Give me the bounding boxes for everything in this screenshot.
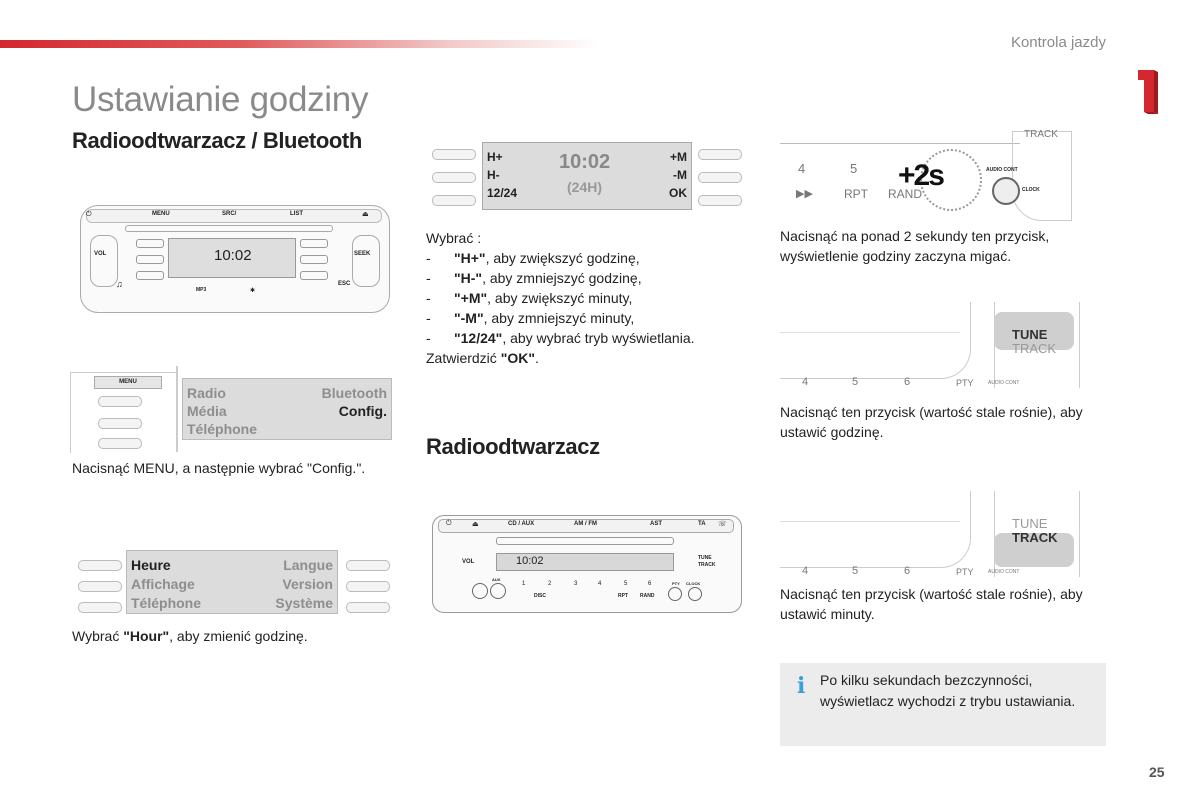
preset-4[interactable]: 4 — [598, 581, 602, 587]
preset-5[interactable]: 5 — [624, 581, 628, 587]
heading-radio: Radioodtwarzacz — [426, 434, 600, 459]
info-text: Po kilku sekundach bezczynności, wyświetlacz wychodzi z trybu ustawiania. — [820, 672, 1076, 709]
preset-button[interactable] — [300, 239, 328, 248]
config-screen — [126, 550, 338, 614]
am-fm-button[interactable]: AM / FM — [574, 521, 597, 527]
pty-button[interactable]: PTY — [956, 378, 974, 388]
track-button[interactable]: TRACK — [1012, 341, 1057, 356]
preset-button[interactable] — [136, 271, 164, 280]
preset-6[interactable]: 6 — [904, 565, 911, 577]
pty-button[interactable]: PTY — [672, 581, 680, 586]
config-item-telephone[interactable]: Téléphone — [131, 595, 202, 611]
tune-track-button[interactable]: TUNE TRACK — [698, 555, 716, 568]
rpt-button[interactable]: RPT — [618, 593, 628, 599]
mp3-label: MP3 — [196, 287, 207, 293]
ast-button[interactable]: AST — [650, 521, 662, 527]
audio-cont-label: AUDIO CONT — [988, 569, 1020, 575]
preset-5[interactable]: 5 — [852, 376, 859, 388]
music-icon: ♫ — [116, 279, 123, 289]
ok-option[interactable]: OK — [669, 186, 687, 200]
tune-button[interactable]: TUNE — [1012, 516, 1048, 531]
page-title: Ustawianie godziny — [72, 80, 369, 119]
aux-jack[interactable] — [490, 583, 506, 599]
preset-4[interactable]: 4 — [802, 376, 809, 388]
radio-bluetooth-illustration — [80, 205, 390, 313]
top-accent-bar — [0, 40, 600, 48]
pty-button[interactable]: PTY — [956, 567, 974, 577]
cd-aux-button[interactable]: CD / AUX — [508, 521, 535, 527]
menu-button[interactable]: MENU — [152, 211, 170, 217]
power-icon[interactable]: ⏻ — [86, 211, 92, 218]
preset-button[interactable] — [300, 271, 328, 280]
menu-item-media[interactable]: Média — [187, 403, 227, 419]
track-label: TRACK — [1024, 129, 1058, 140]
m-minus-option[interactable]: -M — [673, 168, 687, 182]
vol-knob[interactable]: VOL — [94, 251, 107, 257]
preset-button[interactable] — [136, 255, 164, 264]
config-item-display[interactable]: Affichage — [131, 576, 195, 592]
bluetooth-icon: ✱ — [250, 288, 256, 294]
page-number: 25 — [1149, 764, 1165, 780]
tune-button[interactable]: TUNE — [1012, 327, 1048, 342]
power-icon[interactable]: ⏻ — [446, 520, 452, 527]
track-minutes-illustration — [780, 491, 1092, 577]
config-item-version[interactable]: Version — [282, 576, 333, 592]
config-item-system[interactable]: Système — [275, 595, 333, 611]
menu-item-telephone[interactable]: Téléphone — [187, 421, 258, 437]
caption-menu-config: Nacisnąć MENU, a następnie wybrać "Config.". — [72, 460, 366, 476]
menu-item-radio[interactable]: Radio — [187, 385, 226, 401]
vol-knob[interactable]: VOL — [462, 559, 475, 565]
caption-select-hour: Wybrać "Hour", aby zmienić godzinę. — [72, 628, 308, 644]
src-button[interactable]: SRC/ — [222, 211, 237, 217]
config-item-hour[interactable]: Heure — [131, 557, 171, 573]
instructions-block — [426, 228, 746, 368]
disc-button[interactable]: DISC — [534, 593, 546, 599]
confirm-line: Zatwierdzić "OK". — [426, 350, 539, 366]
rand-button[interactable]: RAND — [640, 593, 655, 599]
preset-4[interactable]: 4 — [798, 161, 806, 176]
power-knob[interactable] — [472, 583, 488, 599]
pty-knob[interactable] — [668, 587, 682, 601]
format-option[interactable]: 12/24 — [487, 186, 518, 200]
section-name: Kontrola jazdy — [1010, 34, 1106, 51]
cd-slot — [496, 537, 674, 545]
preset-button[interactable] — [136, 239, 164, 248]
list-button[interactable]: LIST — [290, 211, 303, 217]
radio-time: 10:02 — [516, 555, 544, 567]
eject-icon[interactable]: ⏏ — [472, 521, 479, 528]
caption-press-2s: Nacisnąć na ponad 2 sekundy ten przycisk, wyświetlenie godziny zaczyna migać. — [780, 228, 1050, 264]
preset-6[interactable]: 6 — [904, 376, 911, 388]
audio-cont-label: AUDIO CONT — [986, 167, 1018, 173]
h-minus-option[interactable]: H- — [487, 168, 500, 182]
clock-button[interactable] — [992, 177, 1020, 205]
info-icon: i — [797, 673, 806, 699]
caption-set-minutes: Nacisnąć ten przycisk (wartość stale rośnie), aby ustawić minuty. — [780, 586, 1083, 622]
list-item: - "12/24", aby wybrać tryb wyświetlania. — [426, 330, 695, 346]
radio-illustration — [432, 515, 742, 613]
h-plus-option[interactable]: H+ — [487, 150, 503, 164]
clock-knob[interactable] — [688, 587, 702, 601]
hold-2s-badge: +2s — [898, 159, 943, 192]
track-button[interactable]: TRACK — [1012, 530, 1058, 545]
rpt-button[interactable]: RPT — [844, 187, 868, 201]
menu-button-illustration — [70, 366, 180, 452]
instructions-list — [426, 248, 746, 348]
menu-screen — [182, 378, 392, 440]
rand-button[interactable]: RAND — [888, 187, 923, 201]
preset-1[interactable]: 1 — [522, 581, 526, 587]
ta-button[interactable]: TA — [698, 521, 706, 527]
chapter-number-text: 1 — [1132, 53, 1141, 70]
menu-button-label[interactable]: MENU — [94, 376, 162, 389]
preset-6[interactable]: 6 — [648, 581, 652, 587]
m-plus-option[interactable]: +M — [669, 150, 687, 164]
clock-label: CLOCK — [1022, 187, 1040, 193]
list-item: - "H-", aby zmniejszyć godzinę, — [426, 270, 642, 286]
clock-label: CLOCK — [686, 581, 701, 586]
press-2s-illustration — [780, 131, 1090, 219]
cd-slot — [125, 225, 333, 232]
preset-button[interactable] — [300, 255, 328, 264]
chapter-number — [1132, 53, 1162, 116]
tune-hour-illustration — [780, 302, 1092, 388]
preset-5[interactable]: 5 — [852, 565, 859, 577]
time-setting-screen — [482, 142, 692, 210]
list-item: - "H+", aby zwiększyć godzinę, — [426, 250, 640, 266]
preset-2[interactable]: 2 — [548, 581, 552, 587]
fast-forward-icon[interactable]: ▶▶ — [796, 188, 813, 200]
aux-label: AUX — [492, 577, 501, 582]
eject-icon[interactable]: ⏏ — [362, 211, 369, 218]
screen-time: 10:02 — [559, 151, 611, 173]
menu-item-config[interactable]: Config. — [338, 403, 387, 419]
preset-3[interactable]: 3 — [574, 581, 578, 587]
preset-5[interactable]: 5 — [850, 161, 858, 176]
seek-button[interactable]: SEEK — [354, 251, 371, 257]
esc-button[interactable]: ESC — [338, 281, 351, 287]
heading-radio-bluetooth: Radioodtwarzacz / Bluetooth — [72, 128, 362, 153]
list-item: - "-M", aby zmniejszyć minuty, — [426, 310, 635, 326]
radio-time: 10:02 — [214, 247, 252, 264]
list-item: - "+M", aby zwiększyć minuty, — [426, 290, 633, 306]
preset-4[interactable]: 4 — [802, 565, 809, 577]
phone-icon[interactable]: ☏ — [718, 521, 727, 528]
instructions-intro: Wybrać : — [426, 230, 482, 246]
audio-cont-label: AUDIO CONT — [988, 380, 1020, 386]
caption-set-hour: Nacisnąć ten przycisk (wartość stale rośnie), aby ustawić godzinę. — [780, 404, 1083, 440]
screen-mode: (24H) — [567, 179, 603, 195]
config-item-language[interactable]: Langue — [283, 557, 333, 573]
menu-item-bluetooth[interactable]: Bluetooth — [321, 385, 387, 401]
